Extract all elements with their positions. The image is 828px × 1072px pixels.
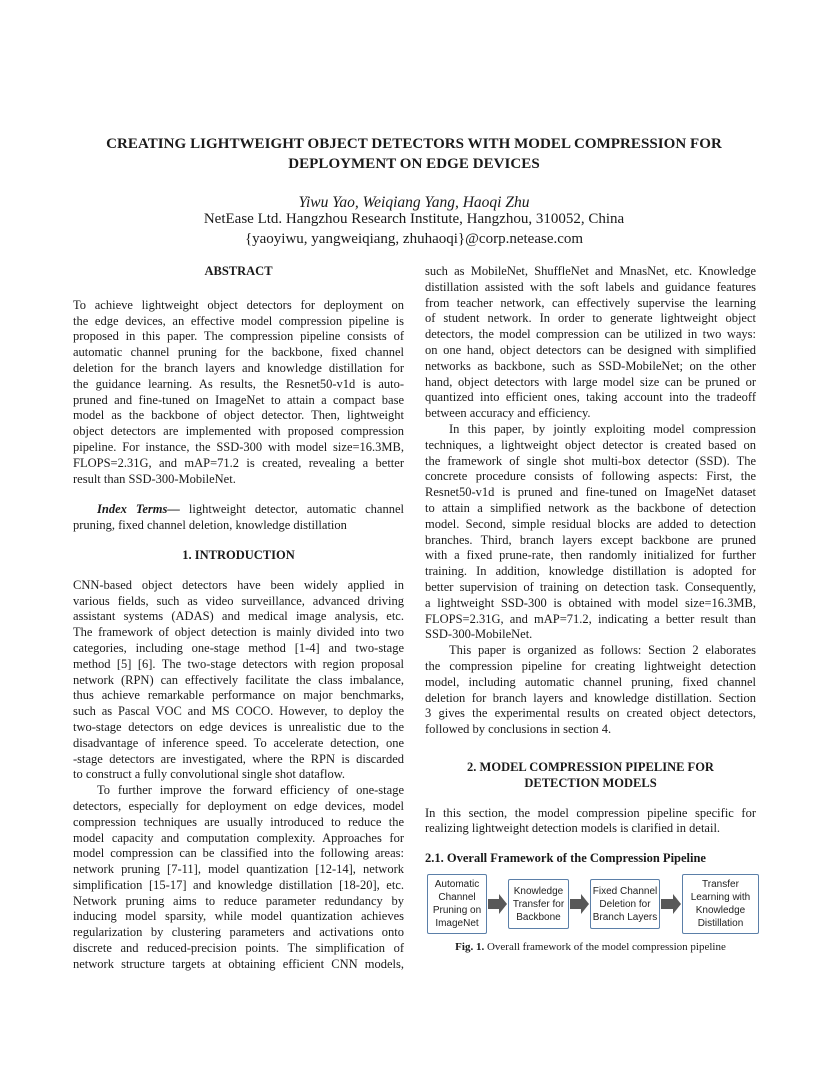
text-line: automatic channel pruning for the backbone, fixed channel <box>73 345 404 360</box>
pipeline-step-label: Learning with <box>690 892 751 903</box>
text-line: better supervision of training on detection task. Consequently, <box>425 579 756 594</box>
text-line: categories, including one-stage method [1-4] and two-stage <box>73 640 404 655</box>
index-terms-label: Index Terms— <box>97 502 180 517</box>
text-line: branches. Third, branch layers except backbone are pruned <box>425 532 756 547</box>
pipeline-figure <box>427 874 761 936</box>
text-line: a lightweight SSD-300 is obtained with model size=16.3MB, <box>425 595 756 610</box>
right-paragraph-1 <box>425 264 756 422</box>
pipeline-step-label: Knowledge <box>513 885 564 897</box>
text-line: proposed in this paper. The compression pipeline consists of <box>73 329 404 344</box>
pipeline-step-label: Pruning on <box>432 905 482 916</box>
text-line: The framework of object detection is mainly divided into two <box>73 625 404 640</box>
pipeline-step-label: ImageNet <box>435 918 479 929</box>
text-line: compression techniques are usually introduced to reduce the <box>73 814 404 829</box>
right-column <box>425 264 756 867</box>
pipeline-step-box <box>590 879 660 929</box>
text-line: distillation assisted with the soft labels and guidance features <box>425 279 756 294</box>
text-line: model capacity and computation complexity. Approaches for <box>73 830 404 845</box>
text-line: 3 gives the experimental results on created object detectors, <box>425 706 756 721</box>
text-line: simplification [15-17] and knowledge distillation [18-20], etc. <box>73 877 404 892</box>
abstract-heading: ABSTRACT <box>204 264 273 278</box>
text-line: realizing lightweight detection models is clarified in detail. <box>425 821 721 836</box>
text-line: with a fixed prune-rate, then randomly initialized for further <box>425 548 756 563</box>
section-2-heading <box>425 760 756 792</box>
text-line: network structure targets at obtaining efficient CNN models, <box>73 956 404 971</box>
text-line: between accuracy and efficiency. <box>425 406 591 421</box>
text-line: -stage detectors are investigated, where the RPN is discarded <box>73 751 404 766</box>
text-line: concrete procedure consists of following aspects: First, the <box>425 469 756 484</box>
text-line: detectors, especially for deployment on edge devices, model <box>73 798 404 813</box>
flow-arrow-icon <box>488 894 507 914</box>
text-line: FLOPS=2.31G, and mAP=71.2 is created, revealing a better <box>73 455 404 470</box>
text-line: the framework of single shot multi-box detector (SSD). The <box>425 453 756 468</box>
text-line: of student network. In order to generate lightweight object <box>425 311 756 326</box>
text-line: Resnet50-v1d is pruned and fine-tuned on ImageNet dataset <box>425 485 756 500</box>
introduction-heading: 1. INTRODUCTION <box>182 547 295 562</box>
affiliation: NetEase Ltd. Hangzhou Research Institute, Hangzhou, 310052, China <box>203 211 625 227</box>
text-line: various fields, such as video surveillance, advanced driving <box>73 593 404 608</box>
text-line: method [5] [6]. The two-stage detectors with region proposal <box>73 656 404 671</box>
section-2-paragraph <box>425 806 756 838</box>
pipeline-step-box <box>427 874 487 934</box>
pipeline-step-label: Transfer for <box>512 898 565 910</box>
text-line: discrete and reduced-precision points. The simplification of <box>73 941 404 956</box>
figure-caption-label: Fig. 1. <box>455 941 485 953</box>
text-line: model as the backbone of object detector. Then, lightweight <box>73 408 404 423</box>
text-line: model. Second, simple residual blocks are added to detection <box>425 516 756 531</box>
pipeline-step-label: Channel <box>438 892 476 903</box>
text-line: hand, object detectors with large model size can be pruned or <box>425 374 756 389</box>
paper-title <box>60 134 768 174</box>
affiliation-block <box>60 209 768 249</box>
section-2-heading-line-2: DETECTION MODELS <box>524 775 657 790</box>
index-terms <box>73 502 404 534</box>
pipeline-step-label: Fixed Channel <box>592 885 658 897</box>
intro-paragraph-1 <box>73 578 404 783</box>
text-line: pruned and fine-tuned on ImageNet to attain a compact base <box>73 392 404 407</box>
index-terms-line-1: lightweight detector, automatic channel <box>179 502 404 517</box>
text-line: assistant systems (ADAS) and medical image analysis, etc. <box>73 609 404 624</box>
text-line: the guidance learning. As results, the Resnet50-v1d is auto- <box>73 376 404 391</box>
text-line: model, including automatic channel pruning, fixed channel <box>425 674 756 689</box>
pipeline-step-box <box>508 879 569 929</box>
text-line: FLOPS=2.31G, and mAP=71.2, indicating a better result than <box>425 611 756 626</box>
text-line: training. In addition, knowledge distillation is adopted for <box>425 564 756 579</box>
pipeline-step-label: Automatic <box>434 879 480 890</box>
right-paragraph-2 <box>425 422 756 643</box>
section-2-heading-line-1: 2. MODEL COMPRESSION PIPELINE FOR <box>467 759 714 774</box>
subsection-2-1-heading: 2.1. Overall Framework of the Compression Pipeline <box>425 851 706 866</box>
pipeline-step-label: Deletion for <box>599 898 651 910</box>
pipeline-step-label: Backbone <box>516 911 561 923</box>
text-line: detectors, the model compression can be utilized in two ways: <box>425 327 756 342</box>
text-line: In this section, the model compression pipeline specific for <box>425 805 756 820</box>
flow-arrow-icon <box>570 894 589 914</box>
text-line: followed by conclusions in section 4. <box>425 722 612 737</box>
pipeline-step-label: Distillation <box>697 918 744 929</box>
author-names: Yiwu Yao, Weiqiang Yang, Haoqi Zhu <box>298 194 530 211</box>
text-line: To further improve the forward efficiency of one-stage <box>97 783 404 798</box>
pipeline-step-box <box>682 874 759 934</box>
text-line: SSD-300-MobileNet. <box>425 627 533 642</box>
text-line: techniques, a lightweight object detector is created based on <box>425 437 756 452</box>
text-line: pipeline. For instance, the SSD-300 with model size=16.3MB, <box>73 439 404 454</box>
intro-paragraph-2 <box>73 783 404 973</box>
text-line: inducing model sparsity, while model quantization achieves <box>73 909 404 924</box>
text-line: network pruning [7-11], model quantization [12-14], network <box>73 862 404 877</box>
flow-arrow-icon <box>661 894 681 914</box>
figure-caption <box>425 941 756 953</box>
text-line: such as Pascal VOC and MS COCO. However, to deploy the <box>73 704 404 719</box>
pipeline-step-label: Branch Layers <box>592 911 658 923</box>
figure-caption-text: Overall framework of the model compression pipeline <box>484 941 726 953</box>
text-line: object detectors are implemented with proposed compression <box>73 424 404 439</box>
text-line: to construct a fully convolutional single shot dataflow. <box>73 767 346 782</box>
text-line: from teacher network, can effectively supervise the learning <box>425 295 756 310</box>
text-line: disadvantage of inference speed. To accelerate detection, one <box>73 735 404 750</box>
title-line-1: CREATING LIGHTWEIGHT OBJECT DETECTORS WITH MODEL COMPRESSION FOR <box>106 136 722 152</box>
text-line: networks as backbone, such as SSD-MobileNet; on the other <box>425 358 756 373</box>
right-paragraph-3 <box>425 643 756 738</box>
title-line-2: DEPLOYMENT ON EDGE DEVICES <box>288 156 540 172</box>
text-line: the edge devices, an effective model compression pipeline is <box>73 313 404 328</box>
text-line: to attain a simplified network as the backbone of detection <box>425 500 756 515</box>
text-line: the compression pipeline for creating lightweight detection <box>425 658 756 673</box>
abstract-body <box>73 298 404 488</box>
text-line: To achieve lightweight object detectors for deployment on <box>73 297 404 312</box>
text-line: model compression can be classified into the following areas: <box>73 846 404 861</box>
text-line: Network pruning aims to reduce parameter redundancy by <box>73 893 404 908</box>
text-line: two-stage detectors on edge devices is unrealistic due to the <box>73 719 404 734</box>
text-line: deletion for the branch layers and knowledge distillation for <box>73 360 404 375</box>
pipeline-step-label: Knowledge <box>695 905 746 916</box>
text-line: network (RPN) can effectively facilitate the class imbalance, <box>73 672 404 687</box>
text-line: In this paper, by jointly exploiting model compression <box>449 421 756 436</box>
left-column <box>73 264 404 973</box>
text-line: result than SSD-300-MobileNet. <box>73 471 236 486</box>
text-line: thus achieve remarkable performance on major benchmarks, <box>73 688 404 703</box>
text-line: This paper is organized as follows: Section 2 elaborates <box>449 643 756 658</box>
author-emails: {yaoyiwu, yangweiqiang, zhuhaoqi}@corp.netease.com <box>244 231 584 247</box>
index-terms-line-2: pruning, fixed channel deletion, knowledge distillation <box>73 518 347 533</box>
text-line: quantized into efficient ones, taking account into the tradeoff <box>425 390 756 405</box>
text-line: regularization by clustering parameters and activations onto <box>73 925 404 940</box>
text-line: on one hand, object detectors can be designed with simplified <box>425 342 756 357</box>
text-line: CNN-based object detectors have been widely applied in <box>73 577 404 592</box>
text-line: such as MobileNet, ShuffleNet and MnasNet, etc. Knowledge <box>425 264 756 278</box>
text-line: deletion for branch layers and knowledge distillation. Section <box>425 690 756 705</box>
pipeline-step-label: Transfer <box>702 879 739 890</box>
